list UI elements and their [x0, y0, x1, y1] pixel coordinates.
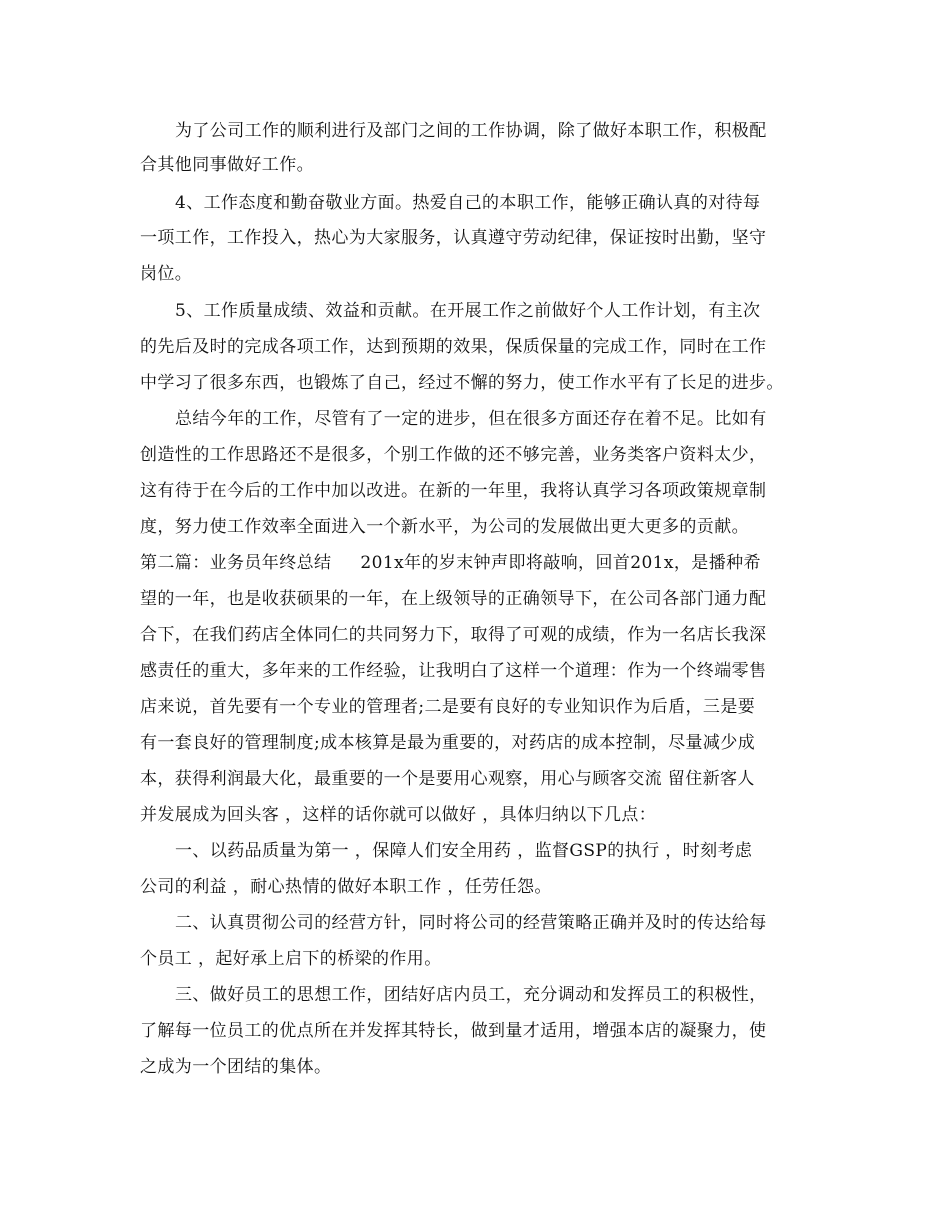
text-line: 5、工作质量成绩、效益和贡献。在开展工作之前做好个人工作计划，有主次	[175, 301, 761, 321]
text-line: 的先后及时的完成各项工作，达到预期的效果，保质保量的完成工作，同时在工作	[140, 337, 767, 357]
text-line: 总结今年的工作，尽管有了一定的进步，但在很多方面还存在着不足。比如有	[175, 409, 767, 429]
text-line: 了解每一位员工的优点所在并发挥其特长，做到量才适用，增强本店的凝聚力，使	[140, 1021, 767, 1041]
text-line: 个员工 ，起好承上启下的桥梁的作用。	[140, 949, 442, 969]
text-line: 三、做好员工的思想工作，团结好店内员工，充分调动和发挥员工的积极性，	[175, 985, 767, 1005]
text-line: 创造性的工作思路还不是很多，个别工作做的还不够完善，业务类客户资料太少，	[140, 445, 767, 465]
text-line: 4、工作态度和勤奋敬业方面。热爱自己的本职工作，能够正确认真的对待每	[175, 193, 761, 213]
text-line: 一、以药品质量为第一 ，保障人们安全用药 ，监督GSP的执行 ，时刻考虑	[175, 841, 753, 861]
text-line: 店来说，首先要有一个专业的管理者;二是要有良好的专业知识作为后盾，三是要	[140, 697, 756, 717]
text-line: 本，获得利润最大化，最重要的一个是要用心观察，用心与顾客交流 留住新客人	[140, 769, 755, 789]
text-line: 公司的利益 ，耐心热情的做好本职工作 ，任劳任怨。	[140, 877, 552, 897]
text-line: 度，努力使工作效率全面进入一个新水平，为公司的发展做出更大更多的贡献。	[140, 517, 749, 537]
text-line: 这有待于在今后的工作中加以改进。在新的一年里，我将认真学习各项政策规章制	[140, 481, 767, 501]
text-line: 合下，在我们药店全体同仁的共同努力下，取得了可观的成绩，作为一名店长我深	[140, 625, 767, 645]
text-line: 为了公司工作的顺利进行及部门之间的工作协调，除了做好本职工作，积极配	[175, 121, 767, 141]
text-line: 二、认真贯彻公司的经营方针，同时将公司的经营策略正确并及时的传达给每	[175, 913, 767, 933]
text-line: 中学习了很多东西，也锻炼了自己，经过不懈的努力，使工作水平有了长足的进步。	[140, 373, 784, 393]
text-line: 之成为一个团结的集体。	[140, 1057, 332, 1077]
text-line: 感责任的重大，多年来的工作经验，让我明白了这样一个道理：作为一个终端零售	[140, 661, 767, 681]
text-line: 并发展成为回头客 ，这样的话你就可以做好 ，具体归纳以下几点：	[140, 805, 657, 825]
text-line: 合其他同事做好工作。	[140, 155, 314, 175]
text-line: 一项工作，工作投入，热心为大家服务，认真遵守劳动纪律，保证按时出勤，坚守	[140, 228, 767, 248]
text-line: 有一套良好的管理制度;成本核算是最为重要的，对药店的成本控制，尽量减少成	[140, 733, 756, 753]
text-line: 望的一年，也是收获硕果的一年，在上级领导的正确领导下，在公司各部门通力配	[140, 589, 767, 609]
section-heading-line: 第二篇：业务员年终总结 201x年的岁末钟声即将敲响，回首201x，是播种希	[140, 553, 761, 573]
text-line: 岗位。	[140, 264, 193, 284]
